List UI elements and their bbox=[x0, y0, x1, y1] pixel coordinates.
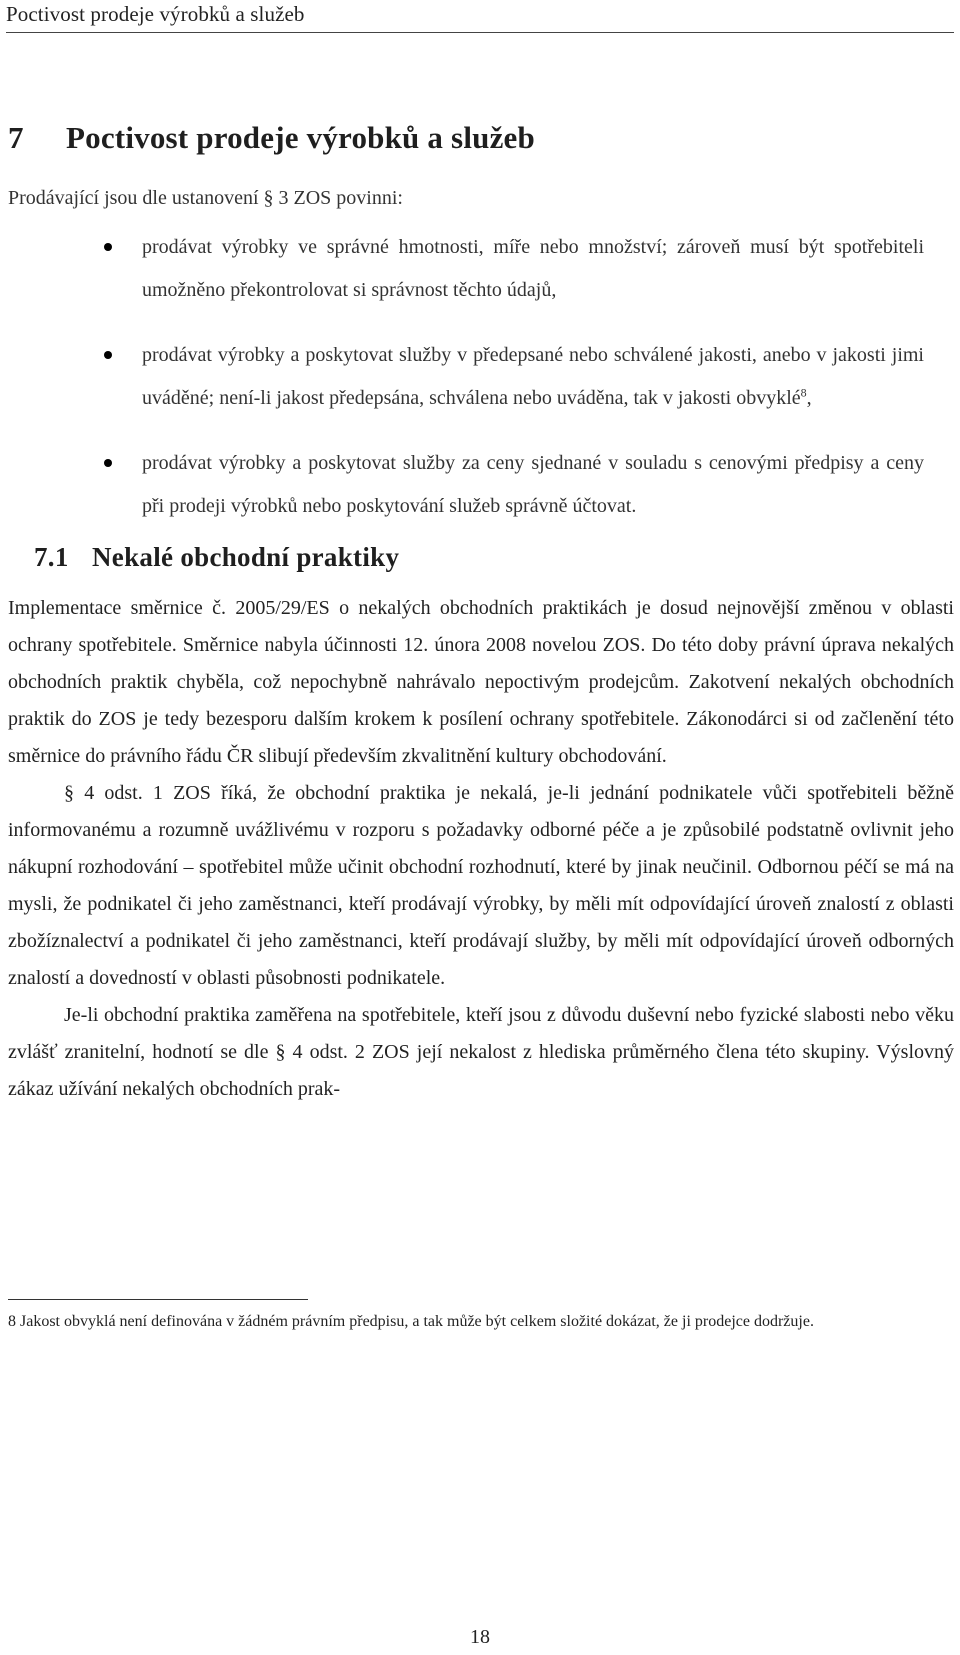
section-body bbox=[8, 590, 954, 1108]
chapter-title: Poctivost prodeje výrobků a služeb bbox=[66, 120, 535, 155]
paragraph: Implementace směrnice č. 2005/29/ES o nekalých obchodních praktikách je dosud nejnovější změnou v oblasti ochrany spotřebitele. Směrnice nabyla účinnosti 12. února 2008 novelou ZOS. Do této doby právní úprava nekalých obchodních praktik chyběla, což nepochybně nahrávalo nepoctivým prodejcům. Zakotvení nekalých obchodních praktik do ZOS je tedy bezesporu dalším krokem k posílení ochrany spotřebitele. Zákonodárci si od začlenění této směrnice do právního řádu ČR slibují především zkvalitnění kultury obchodování. bbox=[8, 597, 954, 767]
bullet-icon bbox=[104, 243, 112, 251]
footnote bbox=[8, 1310, 888, 1334]
header-divider bbox=[6, 32, 954, 33]
intro-text: Prodávající jsou dle ustanovení § 3 ZOS povinni: bbox=[8, 187, 403, 209]
section-number: 7.1 bbox=[34, 542, 69, 572]
chapter-number: 7 bbox=[8, 120, 24, 155]
footnote-text: Jakost obvyklá není definována v žádném právním předpisu, a tak může být celkem složité dokázat, že ji prodejce dodržuje. bbox=[20, 1313, 814, 1330]
page-number: 18 bbox=[470, 1626, 490, 1648]
list-item bbox=[0, 226, 954, 312]
footnote-reference[interactable]: 8 bbox=[800, 385, 807, 400]
list-item-text: prodávat výrobky ve správné hmotnosti, míře nebo množství; zároveň musí být spotřebiteli umožněno překontrolovat si správnost těchto údajů, bbox=[142, 236, 924, 301]
list-item bbox=[0, 334, 954, 420]
list-item bbox=[0, 442, 954, 528]
section-title: Nekalé obchodní praktiky bbox=[92, 542, 400, 572]
section-heading bbox=[34, 542, 399, 573]
bullet-icon bbox=[104, 351, 112, 359]
footnote-divider bbox=[8, 1299, 308, 1300]
paragraph: § 4 odst. 1 ZOS říká, že obchodní praktika je nekalá, je-li jednání podnikatele vůči spotřebiteli běžně informovanému a rozumně uvážlivému v rozporu s požadavky odborné péče a je způsobilé podstatně ovlivnit jeho nákupní rozhodování – spotřebitel může učinit obchodní rozhodnutí, které by jinak neučinil. Odbornou péčí se má na mysli, že podnikatel či jeho zaměstnanci, kteří prodávají výrobky, by měli mít odpovídající úroveň znalostí z oblasti zbožíznalectví a podnikatel či jeho zaměstnanci, kteří prodávají služby, by měli mít odpovídající úroveň odborných znalostí a dovedností v oblasti působnosti podnikatele. bbox=[8, 782, 954, 989]
bullet-icon bbox=[104, 459, 112, 467]
paragraph: Je-li obchodní praktika zaměřena na spotřebitele, kteří jsou z důvodu duševní nebo fyzické slabosti nebo věku zvlášť zranitelní, hodnotí se dle § 4 odst. 2 ZOS její nekalost z hlediska průměrného člena této skupiny. Výslovný zákaz užívání nekalých obchodních prak- bbox=[8, 1004, 954, 1100]
list-item-tail: , bbox=[806, 387, 812, 409]
footnote-number: 8 bbox=[8, 1313, 16, 1330]
list-item-text: prodávat výrobky a poskytovat služby v předepsané nebo schválené jakosti, anebo v jakosti jimi uváděné; není-li jakost předepsána, schválena nebo uváděna, tak v jakosti obvyklé bbox=[142, 344, 924, 409]
chapter-heading bbox=[8, 120, 535, 156]
list-item-text: prodávat výrobky a poskytovat služby za ceny sjednané v souladu s cenovými předpisy a ceny při prodeji výrobků nebo poskytování služeb správně účtovat. bbox=[142, 452, 924, 517]
running-header: Poctivost prodeje výrobků a služeb bbox=[6, 2, 305, 26]
obligations-list bbox=[0, 226, 954, 550]
